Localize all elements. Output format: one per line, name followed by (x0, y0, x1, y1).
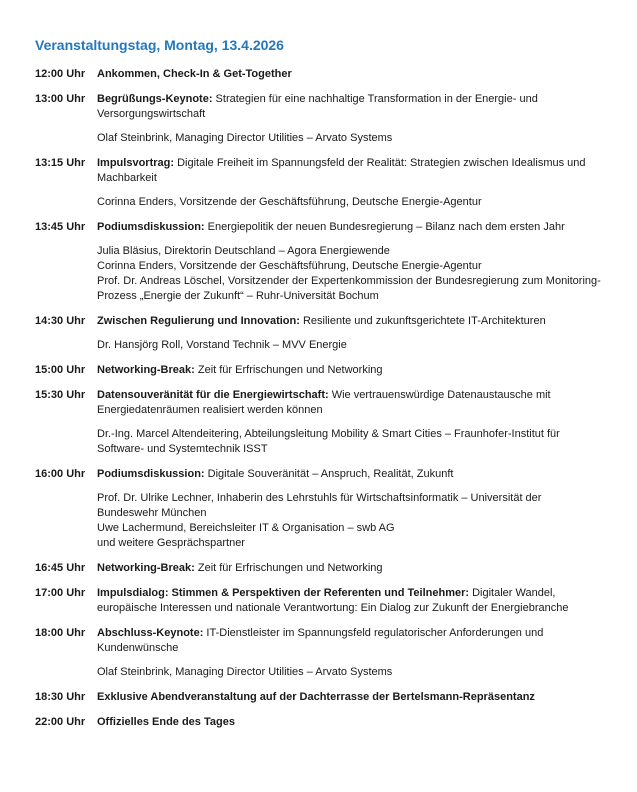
entry-speakers (97, 491, 601, 551)
entry-title-bold: Zwischen Regulierung und Innovation: (97, 315, 300, 327)
entry-title-bold: Impulsvortrag: (97, 157, 175, 169)
schedule-list (35, 67, 601, 730)
entry-title-bold: Offizielles Ende des Tages (97, 716, 235, 728)
entry-title-bold: Abschluss-Keynote: (97, 627, 204, 639)
entry-time: 12:00 Uhr (35, 68, 86, 80)
schedule-entry (35, 690, 601, 705)
entry-title-regular: Digitale Freiheit im Spannungsfeld der Realität: Strategien zwischen Idealismus und Machbarkeit (97, 157, 586, 184)
entry-content (97, 715, 601, 730)
entry-title (97, 220, 601, 235)
entry-title-regular: Resiliente und zukunftsgerichtete IT-Architekturen (299, 315, 546, 327)
entry-title (97, 715, 601, 730)
entry-title-bold: Networking-Break: (97, 364, 195, 376)
entry-title-regular: Digitaler Wandel, europäische Interessen und nationale Verantwortung: Ein Dialog zur Zukunft der Energiebranche (97, 587, 569, 614)
entry-title (97, 586, 601, 616)
entry-time: 13:15 Uhr (35, 157, 86, 169)
entry-title (97, 92, 601, 122)
entry-title-regular: Energiepolitik der neuen Bundesregierung – Bilanz nach dem ersten Jahr (204, 221, 565, 233)
schedule-entry (35, 626, 601, 680)
schedule-entry (35, 715, 601, 730)
schedule-entry (35, 561, 601, 576)
entry-title-bold: Impulsdialog: Stimmen & Perspektiven der Referenten und Teilnehmer: (97, 587, 470, 599)
entry-time: 18:30 Uhr (35, 691, 86, 703)
speaker-line: Prof. Dr. Andreas Löschel, Vorsitzender der Expertenkommission der Bundesregierung zum Monitoring-Prozess „Energie der Zukunft“ – Ruhr-Universität Bochum (97, 275, 601, 302)
entry-speakers (97, 131, 601, 146)
entry-time: 17:00 Uhr (35, 587, 86, 599)
speaker-line: Dr.-Ing. Marcel Altendeitering, Abteilungsleitung Mobility & Smart Cities – Fraunhofer-Institut für Software- und Systemtechnik ISST (97, 428, 560, 455)
entry-title-regular: Zeit für Erfrischungen und Networking (194, 562, 383, 574)
speaker-line: Prof. Dr. Ulrike Lechner, Inhaberin des Lehrstuhls für Wirtschaftsinformatik – Universität der Bundeswehr München (97, 492, 542, 519)
entry-title-bold: Podiumsdiskussion: (97, 468, 205, 480)
entry-time: 16:45 Uhr (35, 562, 86, 574)
entry-time: 18:00 Uhr (35, 627, 86, 639)
schedule-entry (35, 220, 601, 304)
entry-time: 13:45 Uhr (35, 221, 86, 233)
entry-title (97, 388, 601, 418)
entry-content (97, 314, 601, 353)
entry-content (97, 561, 601, 576)
entry-content (97, 388, 601, 457)
entry-speakers (97, 244, 601, 304)
entry-title (97, 156, 601, 186)
speaker-line: Corinna Enders, Vorsitzende der Geschäftsführung, Deutsche Energie-Agentur (97, 260, 482, 272)
entry-content (97, 626, 601, 680)
entry-title-bold: Networking-Break: (97, 562, 195, 574)
speaker-line: Corinna Enders, Vorsitzende der Geschäftsführung, Deutsche Energie-Agentur (97, 196, 482, 208)
entry-content (97, 363, 601, 378)
entry-title-bold: Podiumsdiskussion: (97, 221, 205, 233)
schedule-entry (35, 156, 601, 210)
entry-title (97, 626, 601, 656)
entry-speakers (97, 427, 601, 457)
entry-content (97, 586, 601, 616)
entry-title (97, 467, 601, 482)
entry-content (97, 67, 601, 82)
speaker-line: Olaf Steinbrink, Managing Director Utilities – Arvato Systems (97, 666, 393, 678)
entry-title-bold: Begrüßungs-Keynote: (97, 93, 213, 105)
entry-time: 15:30 Uhr (35, 389, 86, 401)
speaker-line: und weitere Gesprächspartner (97, 537, 245, 549)
entry-content (97, 156, 601, 210)
speaker-line: Uwe Lachermund, Bereichsleiter IT & Organisation – swb AG (97, 522, 395, 534)
schedule-entry (35, 586, 601, 616)
entry-title-regular: Zeit für Erfrischungen und Networking (194, 364, 383, 376)
entry-content (97, 467, 601, 551)
entry-time: 16:00 Uhr (35, 468, 86, 480)
entry-title-bold: Exklusive Abendveranstaltung auf der Dachterrasse der Bertelsmann-Repräsentanz (97, 691, 535, 703)
entry-title (97, 561, 601, 576)
entry-title (97, 690, 601, 705)
entry-title (97, 314, 601, 329)
entry-speakers (97, 195, 601, 210)
schedule-entry (35, 388, 601, 457)
entry-title (97, 363, 601, 378)
speaker-line: Olaf Steinbrink, Managing Director Utilities – Arvato Systems (97, 132, 393, 144)
entry-content (97, 92, 601, 146)
entry-content (97, 690, 601, 705)
entry-time: 15:00 Uhr (35, 364, 86, 376)
entry-time: 14:30 Uhr (35, 315, 86, 327)
entry-speakers (97, 338, 601, 353)
entry-title-regular: Digitale Souveränität – Anspruch, Realität, Zukunft (204, 468, 454, 480)
entry-title (97, 67, 601, 82)
speaker-line: Julia Bläsius, Direktorin Deutschland – Agora Energiewende (97, 245, 390, 257)
schedule-entry (35, 67, 601, 82)
schedule-entry (35, 92, 601, 146)
entry-title-bold: Ankommen, Check-In & Get-Together (97, 68, 292, 80)
entry-speakers (97, 665, 601, 680)
schedule-entry (35, 467, 601, 551)
schedule-entry (35, 314, 601, 353)
entry-title-bold: Datensouveränität für die Energiewirtschaft: (97, 389, 329, 401)
entry-time: 13:00 Uhr (35, 93, 86, 105)
entry-content (97, 220, 601, 304)
entry-title-regular: Strategien für eine nachhaltige Transformation in der Energie- und Versorgungswirtschaft (97, 93, 538, 120)
entry-title-regular: IT-Dienstleister im Spannungsfeld regulatorischer Anforderungen und Kundenwünsche (97, 627, 544, 654)
entry-title-regular: Wie vertrauenswürdige Datenaustausche mit Energiedatenräumen realisiert werden können (97, 389, 551, 416)
speaker-line: Dr. Hansjörg Roll, Vorstand Technik – MVV Energie (97, 339, 347, 351)
schedule-entry (35, 363, 601, 378)
entry-time: 22:00 Uhr (35, 716, 86, 728)
page-title: Veranstaltungstag, Montag, 13.4.2026 (35, 37, 284, 53)
